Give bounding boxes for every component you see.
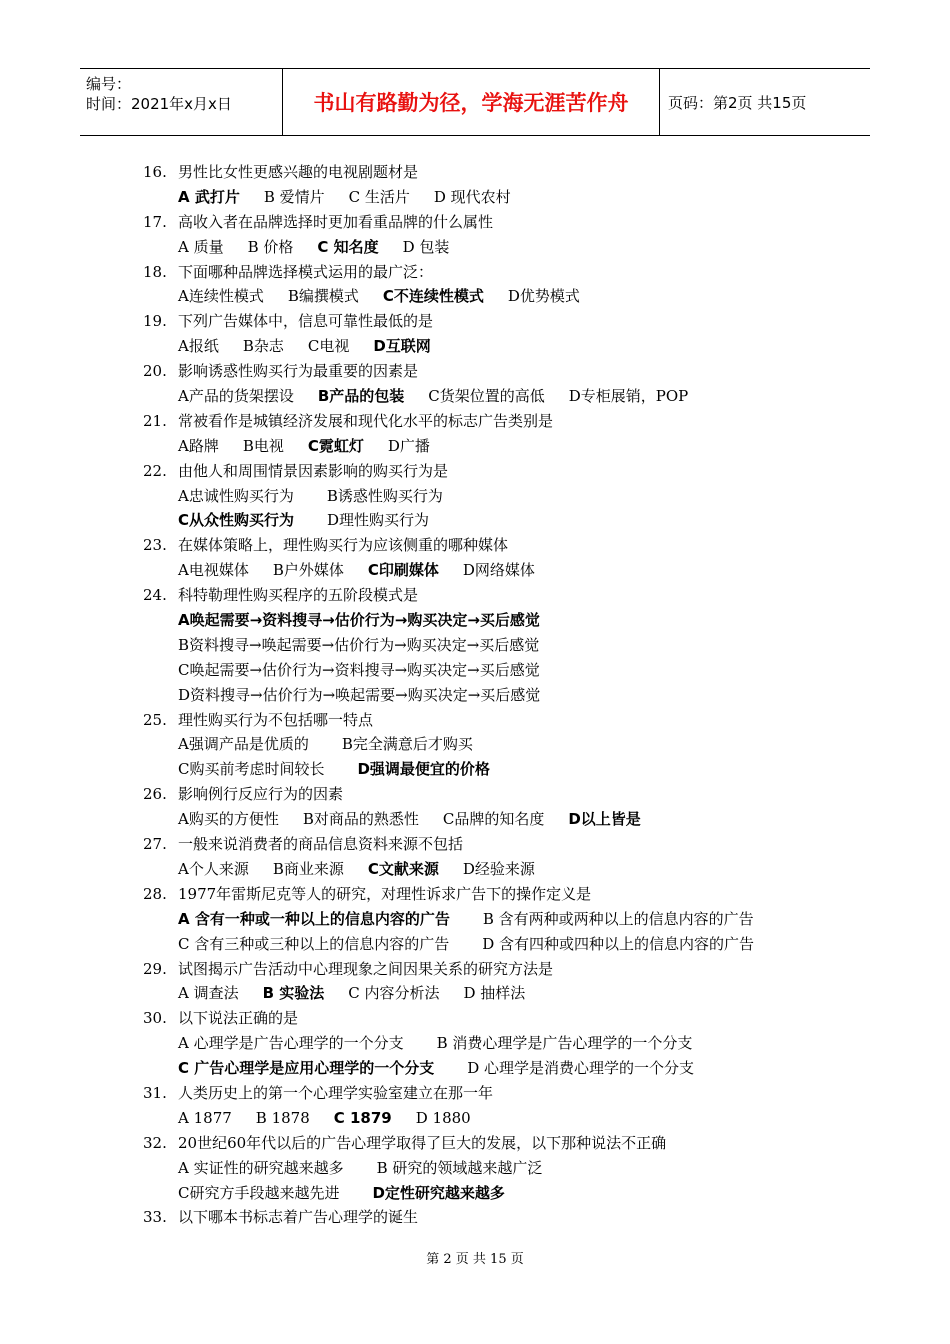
option-line bbox=[143, 732, 843, 757]
question-text: 高收入者在品牌选择时更加看重品牌的什么属性 bbox=[178, 212, 494, 231]
answer-option-correct: D强调最便宜的价格 bbox=[357, 760, 490, 779]
question-line bbox=[143, 533, 843, 558]
option-line bbox=[143, 907, 843, 932]
answer-option: B资料搜寻→唤起需要→估价行为→购买决定→买后感觉 bbox=[178, 635, 540, 654]
question-number: 19. bbox=[143, 312, 167, 331]
question-line bbox=[143, 1131, 843, 1156]
page-header bbox=[80, 68, 870, 136]
question-text: 以下哪本书标志着广告心理学的诞生 bbox=[178, 1208, 419, 1227]
option-line bbox=[143, 235, 843, 260]
question-line bbox=[143, 957, 843, 982]
answer-option-correct: C霓虹灯 bbox=[307, 436, 364, 455]
question-item bbox=[143, 459, 843, 534]
answer-option: C 内容分析法 bbox=[348, 984, 440, 1003]
option-line bbox=[143, 1156, 843, 1181]
question-line bbox=[143, 882, 843, 907]
question-number: 24. bbox=[143, 586, 167, 605]
answer-option-correct: C文献来源 bbox=[367, 859, 439, 878]
question-number: 21. bbox=[143, 411, 167, 430]
question-text: 影响例行反应行为的因素 bbox=[178, 785, 344, 804]
answer-option: B 含有两种或两种以上的信息内容的广告 bbox=[482, 909, 754, 928]
option-line bbox=[143, 384, 843, 409]
answer-option: A 质量 bbox=[178, 237, 224, 256]
option-line bbox=[143, 508, 843, 533]
question-number: 28. bbox=[143, 884, 167, 903]
option-line bbox=[143, 757, 843, 782]
option-line bbox=[143, 683, 843, 708]
answer-option: A报纸 bbox=[178, 337, 219, 356]
answer-option: A电视媒体 bbox=[178, 561, 249, 580]
option-line bbox=[143, 1031, 843, 1056]
header-motto: 书山有路勤为径，学海无涯苦作舟 bbox=[283, 69, 660, 135]
answer-option-correct: C从众性购买行为 bbox=[178, 511, 295, 530]
header-info-cell bbox=[80, 69, 283, 135]
question-line bbox=[143, 1081, 843, 1106]
question-text: 常被看作是城镇经济发展和现代化水平的标志广告类别是 bbox=[178, 411, 554, 430]
option-line bbox=[143, 633, 843, 658]
answer-option-correct: C不连续性模式 bbox=[382, 287, 484, 306]
doc-time-label: 时间：2021年x月x日 bbox=[86, 95, 232, 113]
question-text: 人类历史上的第一个心理学实验室建立在那一年 bbox=[178, 1083, 494, 1102]
answer-option: A购买的方便性 bbox=[178, 810, 279, 829]
question-item bbox=[143, 309, 843, 359]
question-number: 33. bbox=[143, 1208, 167, 1227]
question-line bbox=[143, 782, 843, 807]
answer-option-correct: A 含有一种或一种以上的信息内容的广告 bbox=[178, 909, 450, 928]
answer-option: C 含有三种或三种以上的信息内容的广告 bbox=[178, 934, 450, 953]
option-line bbox=[143, 807, 843, 832]
question-text: 1977年雷斯尼克等人的研究，对理性诉求广告下的操作定义是 bbox=[178, 884, 592, 903]
question-text: 在媒体策略上，理性购买行为应该侧重的哪种媒体 bbox=[178, 536, 509, 555]
header-page-label: 页码：第2页 共15页 bbox=[668, 93, 807, 112]
question-item bbox=[143, 1081, 843, 1131]
answer-option: D 1880 bbox=[415, 1108, 471, 1127]
question-number: 23. bbox=[143, 536, 167, 555]
page-footer: 第 2 页 共 15 页 bbox=[426, 1252, 524, 1267]
answer-option: A 调查法 bbox=[178, 984, 239, 1003]
answer-option: D优势模式 bbox=[507, 287, 580, 306]
answer-option: B商业来源 bbox=[272, 859, 344, 878]
answer-option: C购买前考虑时间较长 bbox=[178, 760, 325, 779]
answer-option-correct: B产品的包装 bbox=[317, 387, 405, 406]
question-line bbox=[143, 583, 843, 608]
answer-option: A 1877 bbox=[178, 1108, 232, 1127]
answer-option: C 生活片 bbox=[348, 187, 410, 206]
option-line bbox=[143, 185, 843, 210]
answer-option-correct: D互联网 bbox=[373, 337, 431, 356]
question-text: 科特勒理性购买程序的五阶段模式是 bbox=[178, 586, 419, 605]
question-item bbox=[143, 832, 843, 882]
question-number: 16. bbox=[143, 163, 167, 181]
option-line bbox=[143, 1056, 843, 1081]
question-text: 由他人和周围情景因素影响的购买行为是 bbox=[178, 461, 449, 480]
answer-option: A产品的货架摆设 bbox=[178, 387, 294, 406]
question-number: 20. bbox=[143, 362, 167, 381]
answer-option: D 心理学是消费心理学的一个分支 bbox=[467, 1059, 695, 1078]
option-line bbox=[143, 484, 843, 509]
question-line bbox=[143, 1205, 843, 1230]
answer-option-correct: C 广告心理学是应用心理学的一个分支 bbox=[178, 1059, 435, 1078]
answer-option: A强调产品是优质的 bbox=[178, 735, 309, 754]
answer-option: B 1878 bbox=[255, 1108, 310, 1127]
option-line bbox=[143, 857, 843, 882]
answer-option: C货架位置的高低 bbox=[428, 387, 545, 406]
question-number: 18. bbox=[143, 262, 167, 281]
answer-option: B 价格 bbox=[247, 237, 294, 256]
answer-option: D 现代农村 bbox=[433, 187, 511, 206]
answer-option: C品牌的知名度 bbox=[442, 810, 545, 829]
question-item bbox=[143, 533, 843, 583]
question-text: 一般来说消费者的商品信息资料来源不包括 bbox=[178, 835, 464, 854]
question-item bbox=[143, 210, 843, 260]
answer-option: B完全满意后才购买 bbox=[341, 735, 473, 754]
question-number: 22. bbox=[143, 461, 167, 480]
option-line bbox=[143, 334, 843, 359]
question-number: 32. bbox=[143, 1133, 167, 1152]
answer-option: D 包装 bbox=[402, 237, 450, 256]
answer-option: A 心理学是广告心理学的一个分支 bbox=[178, 1034, 404, 1053]
answer-option: B户外媒体 bbox=[272, 561, 344, 580]
answer-option: B编撰模式 bbox=[287, 287, 359, 306]
question-text: 以下说法正确的是 bbox=[178, 1009, 299, 1028]
answer-option: D网络媒体 bbox=[462, 561, 535, 580]
question-line bbox=[143, 409, 843, 434]
answer-option: B诱惑性购买行为 bbox=[326, 486, 443, 505]
question-line bbox=[143, 459, 843, 484]
question-line bbox=[143, 1006, 843, 1031]
answer-option: B 研究的领域越来越广泛 bbox=[376, 1158, 543, 1177]
answer-option: B对商品的熟悉性 bbox=[302, 810, 419, 829]
question-number: 27. bbox=[143, 835, 167, 854]
option-line bbox=[143, 981, 843, 1006]
question-item bbox=[143, 160, 843, 210]
question-text: 下列广告媒体中，信息可靠性最低的是 bbox=[178, 312, 434, 331]
option-line bbox=[143, 932, 843, 957]
question-item bbox=[143, 882, 843, 957]
option-line bbox=[143, 1181, 843, 1206]
option-line bbox=[143, 434, 843, 459]
question-number: 29. bbox=[143, 959, 167, 978]
question-line bbox=[143, 160, 843, 185]
question-item bbox=[143, 957, 843, 1007]
answer-option-correct: D以上皆是 bbox=[568, 810, 641, 829]
option-line bbox=[143, 1106, 843, 1131]
question-item bbox=[143, 1205, 843, 1230]
answer-option: D广播 bbox=[387, 436, 430, 455]
question-list bbox=[143, 160, 843, 1230]
answer-option-correct: C印刷媒体 bbox=[367, 561, 439, 580]
option-line bbox=[143, 284, 843, 309]
option-line bbox=[143, 608, 843, 633]
option-line bbox=[143, 658, 843, 683]
answer-option: B电视 bbox=[242, 436, 284, 455]
question-line bbox=[143, 210, 843, 235]
question-item bbox=[143, 260, 843, 310]
question-line bbox=[143, 832, 843, 857]
question-line bbox=[143, 708, 843, 733]
answer-option: D资料搜寻→估价行为→唤起需要→购买决定→买后感觉 bbox=[178, 685, 541, 704]
question-number: 17. bbox=[143, 212, 167, 231]
question-item bbox=[143, 359, 843, 409]
question-text: 试图揭示广告活动中心理现象之间因果关系的研究方法是 bbox=[178, 959, 554, 978]
question-text: 下面哪种品牌选择模式运用的最广泛： bbox=[178, 262, 434, 281]
answer-option: D理性购买行为 bbox=[327, 511, 430, 530]
question-text: 理性购买行为不包括哪一特点 bbox=[178, 710, 374, 729]
question-item bbox=[143, 782, 843, 832]
question-number: 30. bbox=[143, 1009, 167, 1028]
answer-option: C唤起需要→估价行为→资料搜寻→购买决定→买后感觉 bbox=[178, 660, 540, 679]
question-text: 男性比女性更感兴趣的电视剧题材是 bbox=[178, 163, 419, 181]
question-line bbox=[143, 260, 843, 285]
question-number: 26. bbox=[143, 785, 167, 804]
question-item bbox=[143, 1131, 843, 1206]
question-item bbox=[143, 583, 843, 707]
answer-option: D 含有四种或四种以上的信息内容的广告 bbox=[482, 934, 755, 953]
question-text: 影响诱惑性购买行为最重要的因素是 bbox=[178, 362, 419, 381]
answer-option: A 实证性的研究越来越多 bbox=[178, 1158, 344, 1177]
answer-option: C电视 bbox=[307, 337, 350, 356]
question-text: 20世纪60年代以后的广告心理学取得了巨大的发展，以下那种说法不正确 bbox=[178, 1133, 667, 1152]
answer-option: A连续性模式 bbox=[178, 287, 264, 306]
question-number: 31. bbox=[143, 1083, 167, 1102]
answer-option: A路牌 bbox=[178, 436, 219, 455]
answer-option-correct: D定性研究越来越多 bbox=[372, 1183, 505, 1202]
answer-option-correct: C 知名度 bbox=[317, 237, 379, 256]
answer-option: D经验来源 bbox=[462, 859, 535, 878]
answer-option: A忠诚性购买行为 bbox=[178, 486, 294, 505]
question-number: 25. bbox=[143, 710, 167, 729]
answer-option: D 抽样法 bbox=[463, 984, 526, 1003]
answer-option: C研究方手段越来越先进 bbox=[178, 1183, 340, 1202]
answer-option-correct: B 实验法 bbox=[262, 984, 325, 1003]
question-item bbox=[143, 409, 843, 459]
question-item bbox=[143, 1006, 843, 1081]
answer-option: B 消费心理学是广告心理学的一个分支 bbox=[436, 1034, 693, 1053]
option-line bbox=[143, 558, 843, 583]
question-line bbox=[143, 359, 843, 384]
answer-option: D专柜展销，POP bbox=[568, 387, 689, 406]
question-item bbox=[143, 708, 843, 783]
doc-number-label: 编号： bbox=[86, 75, 132, 93]
answer-option: B 爱情片 bbox=[263, 187, 325, 206]
question-line bbox=[143, 309, 843, 334]
answer-option: B杂志 bbox=[242, 337, 284, 356]
answer-option: A个人来源 bbox=[178, 859, 249, 878]
answer-option-correct: C 1879 bbox=[333, 1108, 392, 1127]
answer-option-correct: A 武打片 bbox=[178, 187, 240, 206]
answer-option-correct: A唤起需要→资料搜寻→估价行为→购买决定→买后感觉 bbox=[178, 611, 540, 630]
